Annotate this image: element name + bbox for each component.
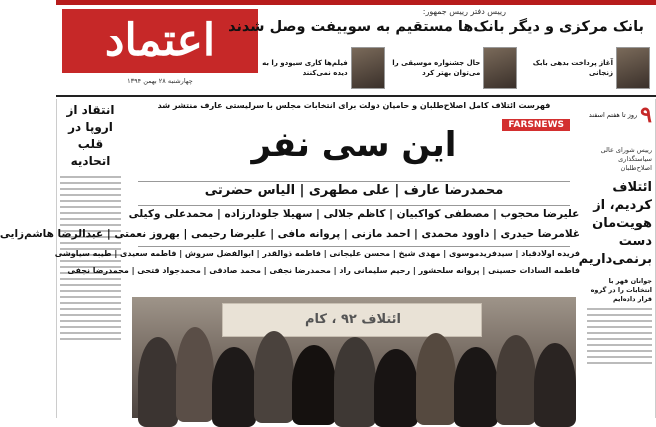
teaser-item[interactable]: [258, 43, 385, 93]
teaser-item[interactable]: [391, 43, 518, 93]
person-figure: [176, 327, 214, 422]
person-figure: [334, 337, 376, 427]
teaser-text: حال جشنواره موسیقی را می‌توان بهتر کرد: [392, 59, 481, 77]
person-figure: [496, 335, 536, 425]
right-column-body: [587, 308, 652, 364]
right-column-subtitle: جوانان قهر با انتخابات را در گروه قرار داده‌ایم: [590, 277, 652, 303]
farsnews-badge: FARSNEWS: [502, 119, 570, 131]
top-headline[interactable]: بانک مرکزی و دیگر بانک‌ها مستقیم به سوییفت وصل شدند: [228, 19, 644, 35]
newspaper-logo: اعتماد: [62, 9, 258, 73]
left-column-body: [60, 176, 121, 340]
right-column: [578, 99, 656, 418]
teaser-text: آغاز پرداخت بدهی بابک زنجانی: [532, 59, 613, 77]
person-figure: [254, 331, 294, 423]
left-column-title[interactable]: انتقاد از اروپا در قلب اتحادیه: [66, 103, 115, 168]
masthead: [56, 5, 656, 97]
left-column: [56, 99, 124, 418]
teaser-item[interactable]: [523, 43, 650, 93]
countdown-number: ۹: [640, 102, 652, 128]
person-figure: [138, 337, 178, 427]
teaser-photo: [483, 47, 517, 89]
candidate-list-line: غلامرضا حیدری | داوود محمدی | احمد مازنی | پروانه مافی | علیرضا رحیمی | بهروز نعمتی | عبدالرضا هاشم‌زایی: [0, 228, 580, 240]
right-column-title[interactable]: ائتلاف کردیم، از هویت‌مان دست برنمی‌داریم: [578, 180, 652, 267]
divider: [138, 181, 570, 182]
person-figure: [292, 345, 336, 425]
person-figure: [416, 333, 456, 425]
candidate-list-line: محمدرضا عارف | علی مطهری | الیاس حضرتی: [204, 183, 504, 198]
teaser-text: فیلم‌ها کاری سیودو را به دیده نمی‌کنند: [262, 59, 348, 77]
person-figure: [374, 349, 418, 427]
photo-banner: [222, 303, 482, 337]
election-countdown: [587, 102, 652, 128]
lead-headline[interactable]: این سی نفر: [251, 125, 457, 165]
top-headline-kicker: رییس دفتر رییس جمهور:: [422, 7, 506, 16]
candidate-list-line: فاطمه السادات حسینی | پروانه سلحشور | رحیم سلیمانی راد | محمدرضا نجفی | محمد صادقی | محمدجواد فتحی | محمدرضا نجفی: [67, 266, 580, 275]
lead-story-kicker: فهرست ائتلاف کامل اصلاح‌طلبان و حامیان دولت برای انتخابات مجلس با سرلیستی عارف منتشر شد: [157, 101, 551, 110]
countdown-label: روز تا هفتم اسفند: [588, 111, 638, 119]
teaser-photo: [351, 47, 385, 89]
person-figure: [534, 343, 576, 427]
candidate-list-line: علیرضا محجوب | مصطفی کواکبیان | کاظم جلالی | سهیلا جلودارزاده | محمدعلی وکیلی: [128, 208, 580, 220]
coalition-group-photo[interactable]: [132, 297, 576, 418]
dateline: چهارشنبه ۲۸ بهمن ۱۳۹۴: [127, 77, 193, 85]
candidate-list-line: فریده اولادقباد | سیدفریدموسوی | مهدی شیخ | محسن علیجانی | فاطمه ذوالقدر | ابوالفضل سروش | فاطمه سعیدی | طیبه سیاوشی: [54, 249, 580, 258]
right-column-kicker: رییس شورای عالی سیاستگذاری اصلاح‌طلبان: [600, 146, 652, 172]
teaser-photo: [616, 47, 650, 89]
person-figure: [212, 347, 256, 427]
teaser-strip: [258, 43, 650, 93]
divider: [138, 246, 570, 247]
photo-banner-text: ائتلاف ۹۲ ، کام: [305, 312, 401, 327]
divider: [138, 205, 570, 206]
person-figure: [454, 347, 498, 427]
